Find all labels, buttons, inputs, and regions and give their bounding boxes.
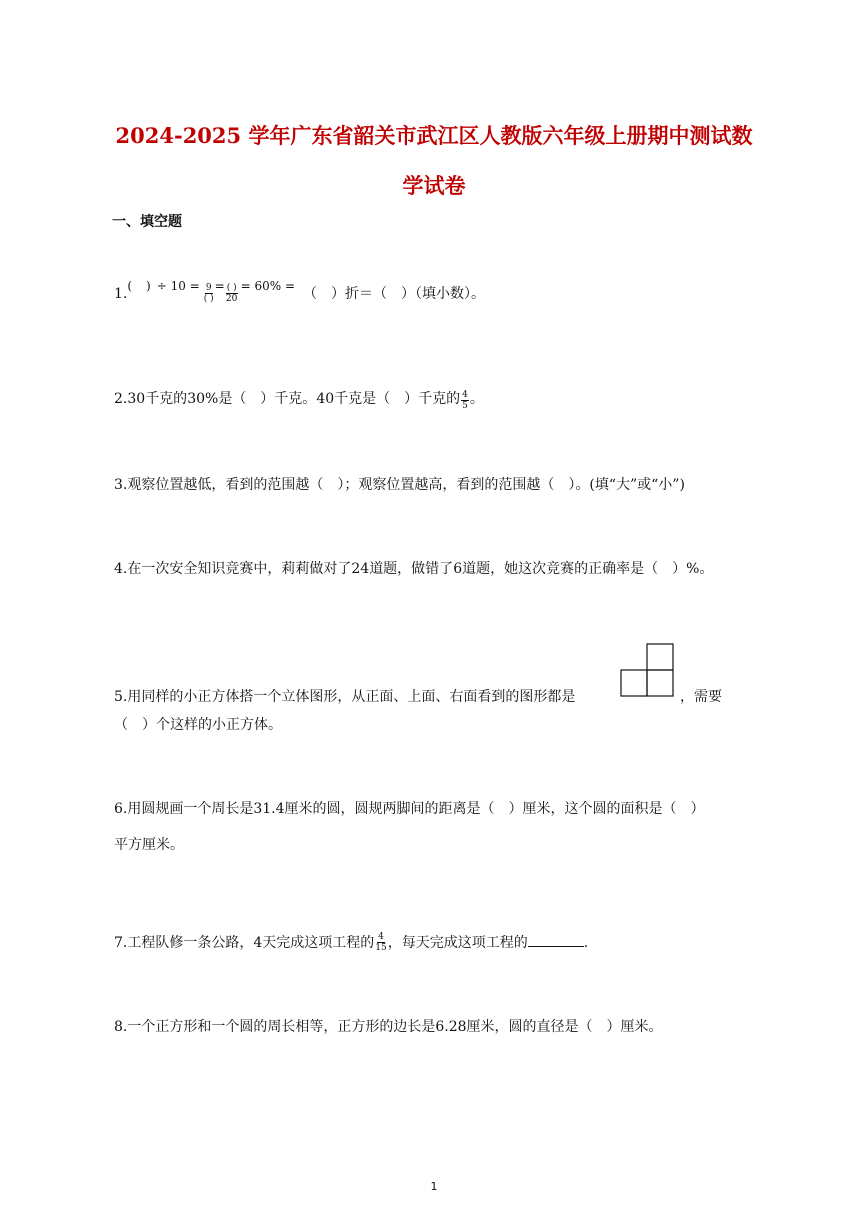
q1-equals: =	[214, 279, 225, 293]
q1-fraction-1-numerator: 9	[205, 283, 212, 293]
question-7	[114, 932, 588, 961]
q4-value-6: 6	[453, 561, 463, 577]
q4-text-2: 道题，做错了	[369, 561, 454, 577]
question-4	[114, 558, 713, 578]
q1-right-paren: )	[146, 279, 151, 293]
q2-value-30: 30	[127, 391, 146, 407]
question-2	[114, 388, 484, 417]
q2-number: 2.	[114, 391, 128, 407]
question-1	[114, 279, 486, 312]
q6-text-1: 6.用圆规画一个周长是	[114, 801, 254, 817]
q7-answer-blank	[528, 934, 584, 947]
q1-tail: （ ）折＝（ ）（填小数）。	[303, 286, 486, 302]
q1-fraction-2-denominator: 20	[225, 294, 238, 304]
q2-value-40: 40	[316, 391, 335, 407]
cube-view-figure	[620, 643, 676, 697]
section-title: 一、填空题	[112, 214, 182, 230]
page-number: 1	[430, 1180, 438, 1193]
q2-text-3: 千克是（ ）千克的	[334, 391, 461, 407]
cube-square-bottom-left	[621, 670, 647, 696]
question-5-line-1: 5.用同样的小正方体搭一个立体图形，从正面、上面、右面看到的图形都是	[114, 689, 576, 705]
q7-end: .	[583, 935, 589, 951]
q2-text-2: 是（ ）千克。	[218, 391, 317, 407]
q7-fraction	[375, 932, 386, 953]
q1-percent: = 60% =	[240, 279, 296, 293]
q2-fraction-numerator: 4	[462, 390, 468, 400]
q1-fraction-1	[204, 283, 214, 304]
q4-text-3: 道题，她这次竞赛的正确率是（ ）%。	[462, 561, 714, 577]
q1-fraction-1-denominator: ( )	[203, 294, 214, 304]
question-5-line-1-tail: ，需要	[680, 689, 722, 705]
q4-text-1: 4.在一次安全知识竞赛中，莉莉做对了	[114, 561, 352, 577]
q8-text-1: 8.一个正方形和一个圆的周长相等，正方形的边长是	[114, 1019, 436, 1035]
q1-fraction-2	[226, 283, 238, 304]
question-8	[114, 1016, 663, 1036]
q2-text-1: 千克的	[145, 391, 188, 407]
question-3: 3.观察位置越低，看到的范围越（ ）；观察位置越高，看到的范围越（ ）。(填“大”或“小”)	[114, 477, 685, 493]
q6-value: 31.4	[253, 801, 285, 817]
q1-number: 1.	[114, 286, 128, 302]
q2-fraction	[461, 390, 469, 411]
q7-text-1: 7.工程队修一条公路，	[114, 935, 254, 951]
q1-left-paren: (	[127, 279, 133, 293]
q8-text-2: 厘米，圆的直径是（ ）厘米。	[466, 1019, 663, 1035]
q2-percent: 30%	[187, 391, 219, 407]
q8-value: 6.28	[435, 1019, 467, 1035]
q7-fraction-denominator: 15	[375, 943, 387, 953]
q1-divide: ÷ 10 =	[156, 279, 200, 293]
q7-text-2: 天完成这项工程的	[262, 935, 375, 951]
question-6-line-2: 平方厘米。	[114, 837, 184, 853]
cube-square-bottom-right	[647, 670, 673, 696]
q4-value-24: 24	[351, 561, 370, 577]
q1-fraction-2-numerator: ( )	[226, 283, 237, 293]
q7-text-3: ，每天完成这项工程的	[387, 935, 528, 951]
cube-square-top	[647, 644, 673, 670]
question-6-line-1	[114, 798, 705, 818]
q6-text-2: 厘米的圆，圆规两脚间的距离是（ ）厘米，这个圆的面积是（ ）	[284, 801, 705, 817]
q7-value: 4	[253, 935, 263, 951]
document-title-line1: 2024-2025 学年广东省韶关市武江区人教版六年级上册期中测试数	[115, 123, 753, 148]
document-title-line2: 学试卷	[402, 173, 466, 198]
q2-fraction-denominator: 5	[462, 401, 468, 411]
q7-fraction-numerator: 4	[378, 932, 384, 942]
question-5-line-2: （ ）个这样的小正方体。	[114, 717, 282, 733]
q2-end: 。	[469, 391, 484, 407]
